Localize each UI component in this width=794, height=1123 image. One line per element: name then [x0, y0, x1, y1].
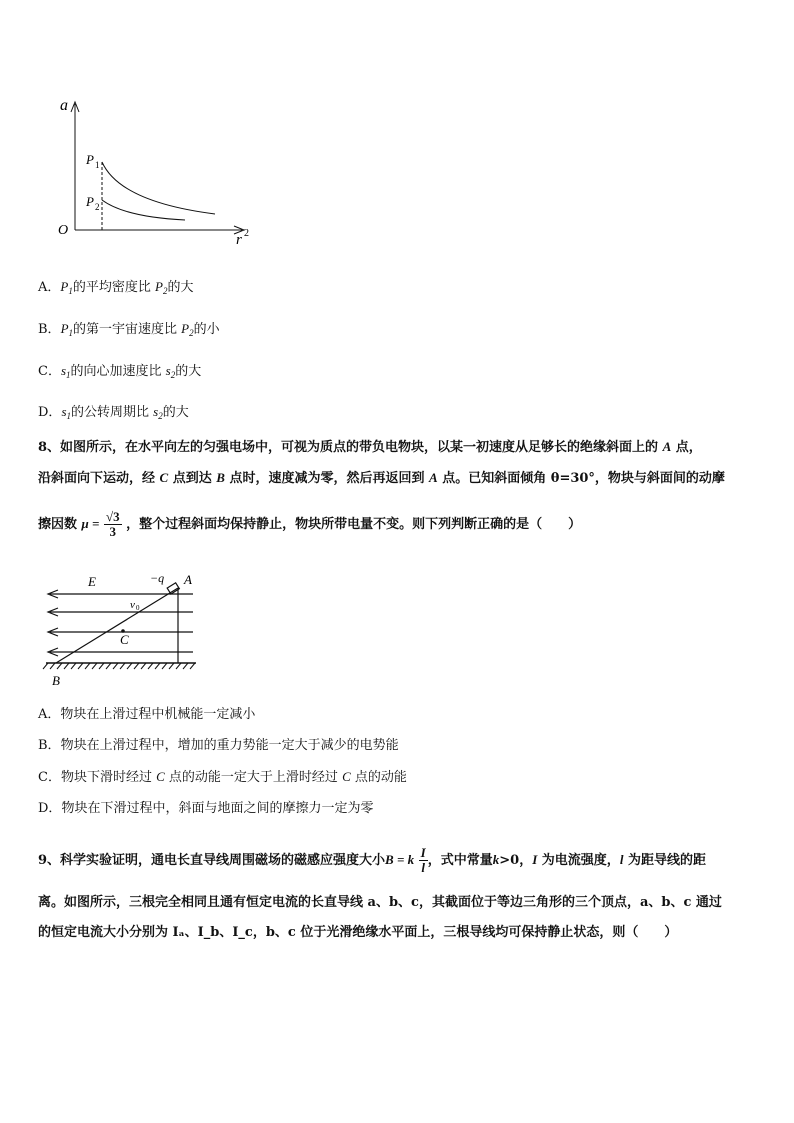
q7-option-d: D．$s_1$的公转周期比 $s_2$的大 — [38, 404, 189, 421]
q8-stem-line1: 8、如图所示，在水平向左的匀强电场中，可视为质点的带负电物块，以某一初速度从足够长的绝缘斜面上的 A 点， — [38, 439, 702, 455]
p1-label: P — [86, 152, 94, 167]
field-label-e: E — [88, 574, 96, 589]
q8-stem-line3: 擦因数 μ = $\frac{√3}{3}$ ，整个过程斜面均保持静止，物块所带电量不变。则下列判断正确的是（ ） — [38, 509, 582, 539]
p1-sub: 1 — [95, 160, 100, 170]
mu-fraction: $\frac{√3}{3}$ — [105, 509, 120, 539]
ground-hatch — [43, 663, 195, 669]
acceleration-graph — [50, 92, 260, 252]
velocity-sub: 0 — [136, 604, 140, 612]
q7-option-a: A．$P_1$的平均密度比 $P_2$的大 — [38, 279, 194, 296]
q7-option-c: C．$s_1$的向心加速度比 $s_2$的大 — [38, 363, 202, 380]
q9-stem-line3: 的恒定电流大小分别为 Iₐ、I_b、I_c，b、c 位于光滑绝缘水平面上，三根导线均可保持静止状态，则（ ） — [38, 925, 678, 940]
q8-option-a: A．物块在上滑过程中机械能一定减小 — [38, 707, 256, 722]
q8-option-d: D．物块在下滑过程中，斜面与地面之间的摩擦力一定为零 — [38, 801, 374, 816]
x-axis-label: r — [236, 232, 242, 248]
p2-sub: 2 — [95, 202, 100, 212]
charge-label: −q — [150, 571, 165, 585]
origin-label: O — [58, 223, 69, 238]
q9-stem-line2: 离。如图所示，三根完全相同且通有恒定电流的长直导线 a、b、c，其截面位于等边三角形的三个顶点，a、b、c 通过 — [38, 895, 722, 910]
velocity-label: v — [130, 599, 135, 611]
curve-p1 — [102, 162, 215, 214]
y-axis-label: a — [60, 97, 68, 114]
curve-p2 — [102, 200, 185, 220]
point-c-label: C — [120, 632, 129, 647]
point-a-label: A — [184, 572, 192, 587]
q8-option-c: C．物块下滑时经过 C 点的动能一定大于上滑时经过 C 点的动能 — [38, 769, 407, 785]
q8-option-b: B．物块在上滑过程中，增加的重力势能一定大于减少的电势能 — [38, 738, 399, 753]
incline-figure — [38, 568, 208, 690]
x-axis-exponent: 2 — [244, 228, 249, 239]
b-fraction: $\frac{I}{l}$ — [420, 845, 426, 875]
q7-option-b: B．$P_1$的第一宇宙速度比 $P_2$的小 — [38, 321, 220, 338]
p2-label: P — [86, 194, 94, 209]
q9-stem-line1: 9、科学实验证明，通电长直导线周围磁场的磁感应强度大小B = k $\frac{I}{l}$ ，式中常量k>0，I 为电流强度，l 为距导线的距 — [38, 845, 706, 875]
point-b-label: B — [52, 673, 60, 688]
q8-stem-line2: 沿斜面向下运动，经 C 点到达 B 点时，速度减为零，然后再返回到 A 点。已知斜面倾角 θ=30°，物块与斜面间的动摩 — [38, 470, 725, 486]
